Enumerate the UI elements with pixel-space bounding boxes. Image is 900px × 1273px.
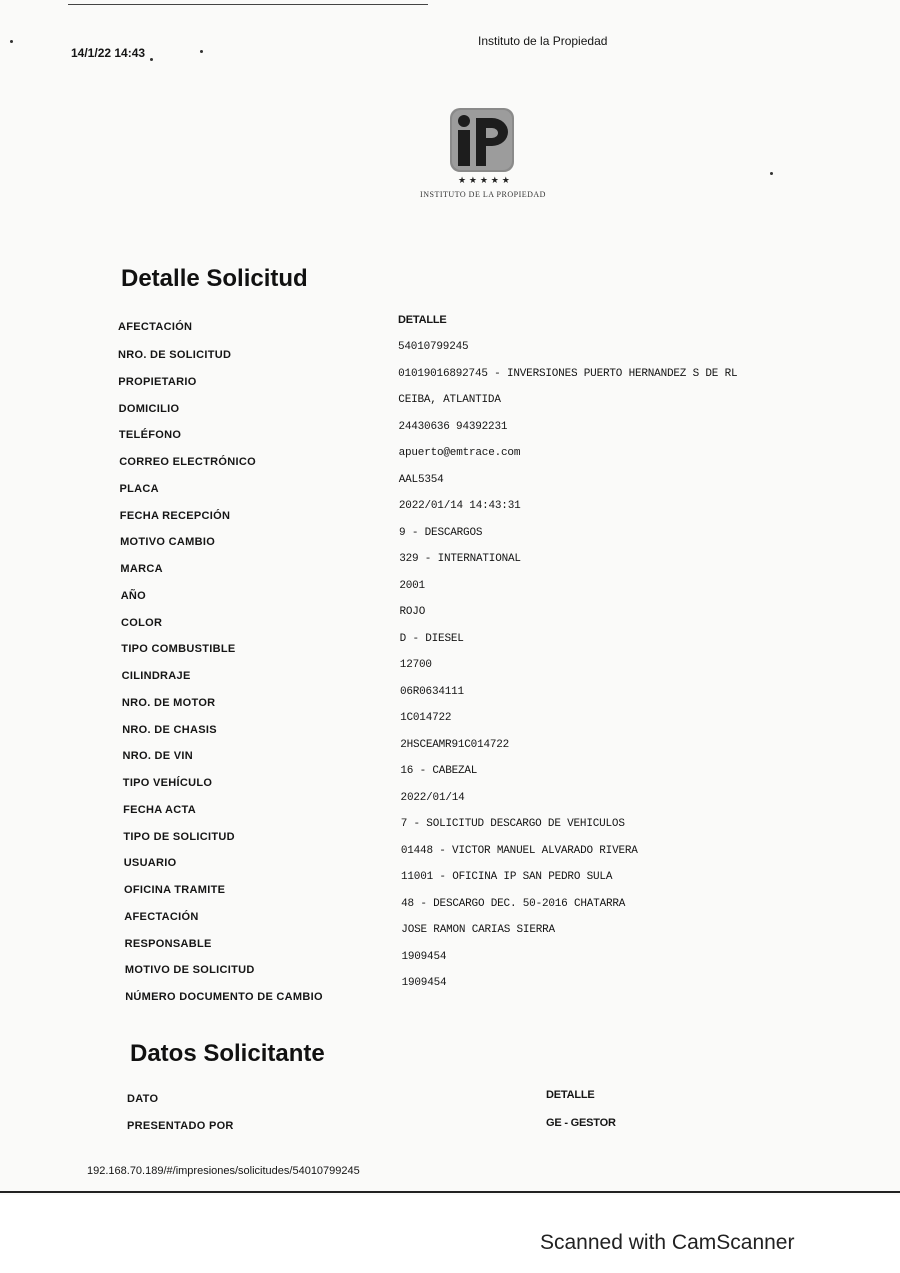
- field-value: 24430636 94392231: [398, 420, 508, 433]
- field-label: TELÉFONO: [118, 429, 182, 442]
- ip-logo-icon: [412, 104, 554, 190]
- field-value: 1909454: [401, 950, 447, 963]
- field-value: 06R0634111: [399, 685, 464, 698]
- field-value: ROJO: [399, 606, 426, 618]
- scan-speck: [770, 172, 773, 175]
- field-label: FECHA ACTA: [123, 803, 196, 816]
- scan-speck: [10, 40, 13, 43]
- field-label: NÚMERO DOCUMENTO DE CAMBIO: [125, 991, 323, 1003]
- field-label: PLACA: [119, 482, 159, 495]
- print-url: 192.168.70.189/#/impresiones/solicitudes/54010799245: [87, 1165, 360, 1177]
- field-value: 2022/01/14 14:43:31: [398, 500, 521, 512]
- top-edge-line: [68, 4, 428, 5]
- field-value: 329 - INTERNATIONAL: [399, 553, 521, 565]
- field-value: 2HSCEAMR91C014722: [400, 738, 510, 751]
- field-label: COLOR: [121, 616, 163, 629]
- field-label: PRESENTADO POR: [127, 1120, 234, 1132]
- field-label: CILINDRAJE: [121, 670, 191, 682]
- field-value: 01448 - VICTOR MANUEL ALVARADO RIVERA: [400, 844, 638, 857]
- svg-text:★ ★ ★ ★ ★: ★ ★ ★ ★ ★: [458, 176, 510, 186]
- field-label: NRO. DE MOTOR: [121, 696, 216, 709]
- field-label: AÑO: [120, 589, 147, 602]
- institute-logo: [412, 104, 554, 204]
- field-value: CEIBA, ATLANTIDA: [398, 394, 501, 406]
- scanner-watermark: Scanned with CamScanner: [540, 1231, 795, 1254]
- table-header-label: DATO: [127, 1093, 159, 1105]
- field-label: CORREO ELECTRÓNICO: [119, 456, 256, 468]
- field-label: NRO. DE SOLICITUD: [118, 349, 232, 361]
- field-value: GE - GESTOR: [546, 1117, 616, 1129]
- field-label: NRO. DE CHASIS: [122, 723, 217, 736]
- scan-speck: [150, 58, 153, 61]
- field-label: NRO. DE VIN: [122, 750, 194, 763]
- field-label: MOTIVO CAMBIO: [120, 536, 216, 549]
- field-label: DOMICILIO: [118, 402, 180, 415]
- field-value: 7 - SOLICITUD DESCARGO DE VEHICULOS: [400, 818, 625, 830]
- field-label: USUARIO: [123, 857, 177, 870]
- print-site-title: Instituto de la Propiedad: [478, 34, 608, 48]
- table-header-label: AFECTACIÓN: [118, 321, 193, 333]
- datos-solicitante-title: Datos Solicitante: [130, 1040, 325, 1067]
- field-label: FECHA RECEPCIÓN: [119, 509, 231, 522]
- field-label: RESPONSABLE: [124, 937, 212, 950]
- detalle-solicitud-title: Detalle Solicitud: [121, 265, 308, 292]
- field-value: JOSE RAMON CARIAS SIERRA: [401, 924, 555, 936]
- field-value: 01019016892745 - INVERSIONES PUERTO HERNANDEZ S DE RL: [398, 367, 738, 380]
- field-value: 2022/01/14: [400, 791, 465, 804]
- field-label: TIPO DE SOLICITUD: [123, 830, 235, 843]
- field-label: TIPO COMBUSTIBLE: [121, 643, 236, 656]
- field-value: 12700: [399, 659, 432, 671]
- table-header-value: DETALLE: [398, 314, 447, 326]
- bottom-edge-line: [0, 1191, 900, 1193]
- logo-text: INSTITUTO DE LA PROPIEDAD: [420, 190, 546, 199]
- field-value: D - DIESEL: [399, 632, 464, 645]
- field-value: 1C014722: [400, 712, 452, 724]
- field-value: 11001 - OFICINA IP SAN PEDRO SULA: [401, 871, 613, 883]
- field-label: TIPO VEHÍCULO: [122, 777, 213, 789]
- field-value: 2001: [399, 579, 425, 592]
- table-header-value: DETALLE: [546, 1089, 595, 1101]
- field-label: PROPIETARIO: [118, 375, 197, 388]
- field-value: AAL5354: [398, 473, 444, 486]
- scan-speck: [200, 50, 203, 53]
- field-value: apuerto@emtrace.com: [398, 447, 521, 459]
- field-label: MARCA: [120, 563, 163, 575]
- field-label: OFICINA TRAMITE: [124, 884, 226, 896]
- field-value: 48 - DESCARGO DEC. 50-2016 CHATARRA: [401, 897, 626, 910]
- field-value: 9 - DESCARGOS: [399, 526, 483, 539]
- print-datetime: 14/1/22 14:43: [71, 46, 146, 60]
- field-value: 16 - CABEZAL: [400, 765, 478, 777]
- field-label: MOTIVO DE SOLICITUD: [124, 964, 255, 977]
- field-label: AFECTACIÓN: [124, 910, 199, 923]
- field-value: 54010799245: [398, 341, 469, 353]
- field-value: 1909454: [401, 977, 447, 989]
